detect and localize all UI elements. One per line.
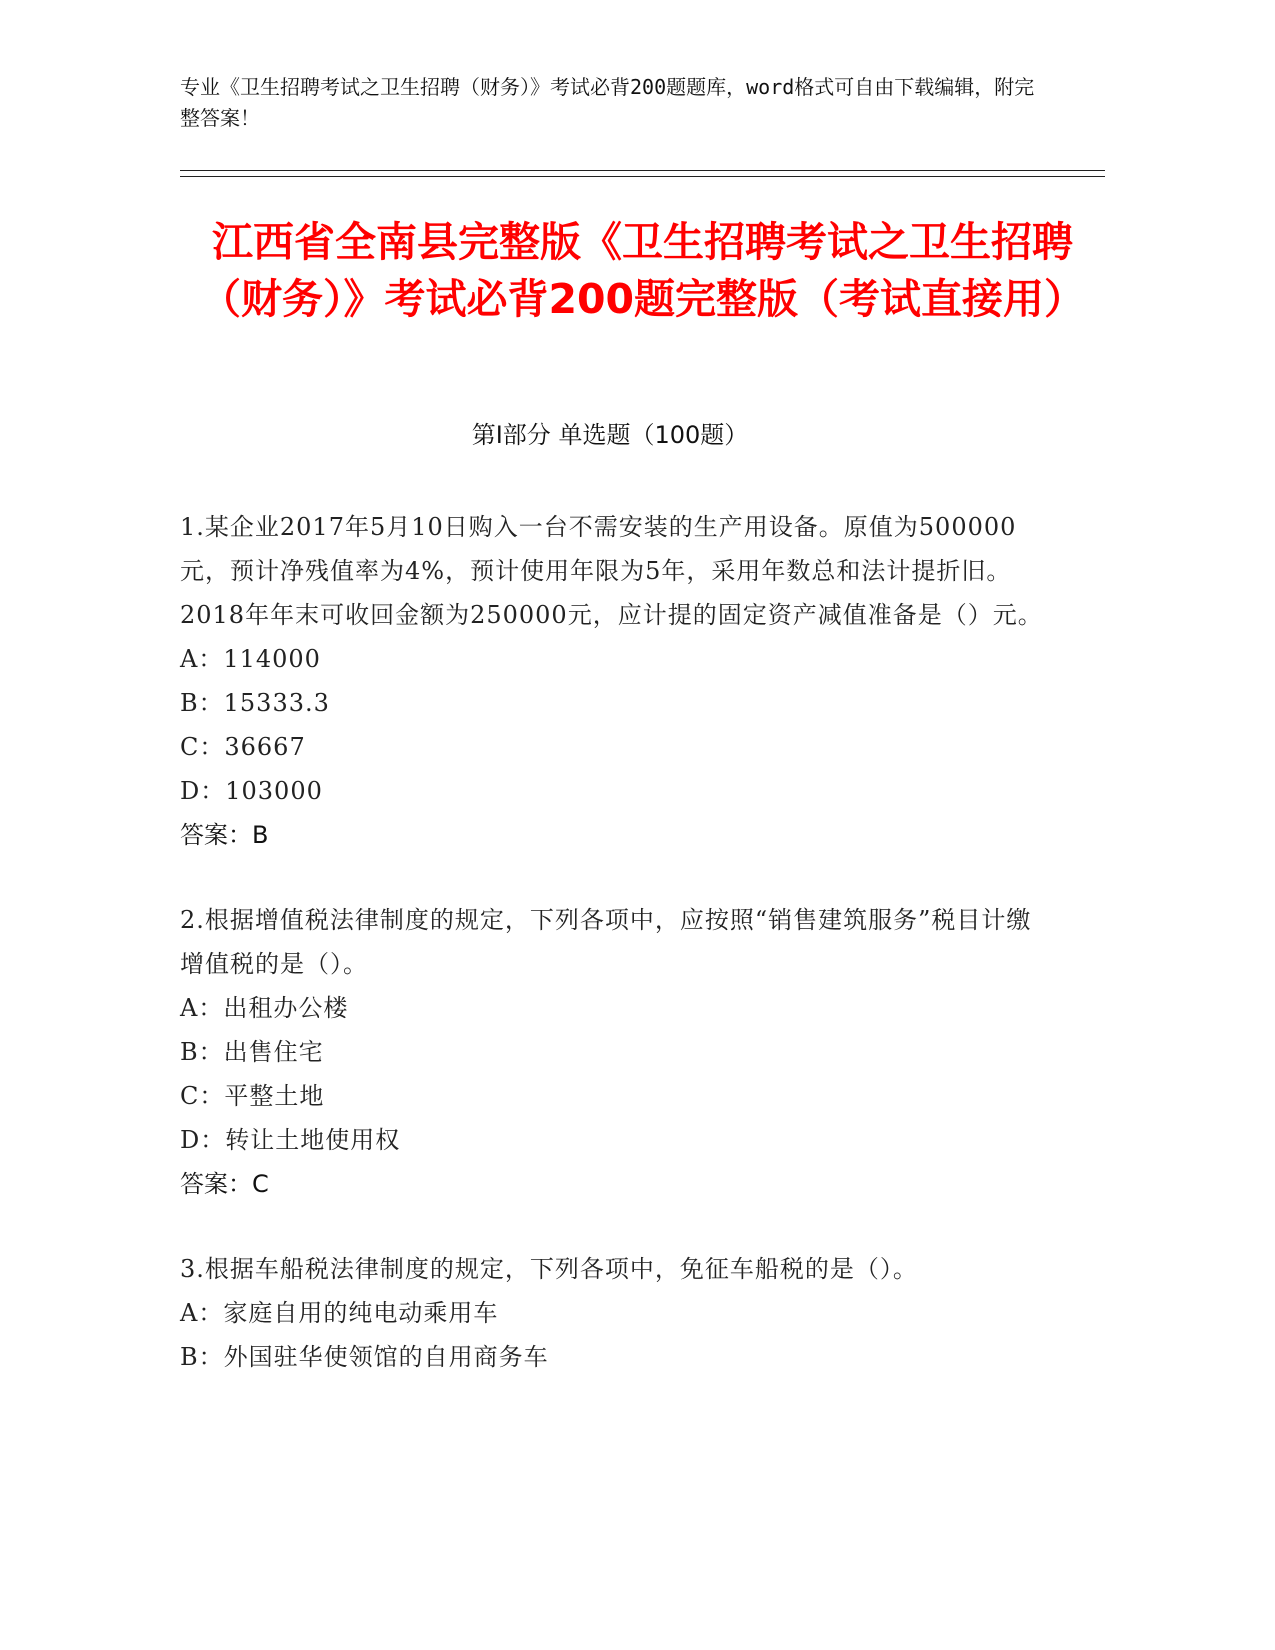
option-b: B：出售住宅	[180, 1038, 324, 1066]
question-2	[180, 898, 1050, 1206]
question-stem: 1.某企业2017年5月10日购入一台不需安装的生产用设备。原值为500000元，预计净残值率为4%，预计使用年限为5年，采用年数总和法计提折旧。2018年年末可收回金额为250000元，应计提的固定资产减值准备是（）元。	[180, 513, 1043, 629]
question-list	[180, 505, 1050, 1420]
option-a: A：114000	[180, 645, 321, 673]
answer: 答案：B	[180, 821, 269, 849]
question-stem: 2.根据增值税法律制度的规定，下列各项中，应按照“销售建筑服务”税目计缴增值税的是（）。	[180, 906, 1032, 978]
question-stem: 3.根据车船税法律制度的规定，下列各项中，免征车船税的是（）。	[180, 1255, 918, 1283]
option-c: C：36667	[180, 733, 306, 761]
header-divider-bottom	[180, 176, 1105, 177]
header-divider-top	[180, 170, 1105, 171]
question-1	[180, 505, 1050, 857]
header-note: 专业《卫生招聘考试之卫生招聘（财务）》考试必背200题题库，word格式可自由下载编辑，附完整答案！	[180, 75, 1035, 130]
option-d: D：转让土地使用权	[180, 1126, 401, 1154]
option-b: B：15333.3	[180, 689, 330, 717]
document-title: 江西省全南县完整版《卫生招聘考试之卫生招聘（财务）》考试必背200题完整版（考试直接用）	[199, 218, 1086, 323]
option-c: C：平整土地	[180, 1082, 325, 1110]
question-3	[180, 1247, 1050, 1379]
option-d: D：103000	[180, 777, 323, 805]
option-a: A：家庭自用的纯电动乘用车	[180, 1299, 499, 1327]
option-a: A：出租办公楼	[180, 994, 349, 1022]
answer: 答案：C	[180, 1170, 269, 1198]
option-b: B：外国驻华使领馆的自用商务车	[180, 1343, 549, 1371]
section-title: 第Ⅰ部分 单选题（100题）	[471, 421, 749, 449]
